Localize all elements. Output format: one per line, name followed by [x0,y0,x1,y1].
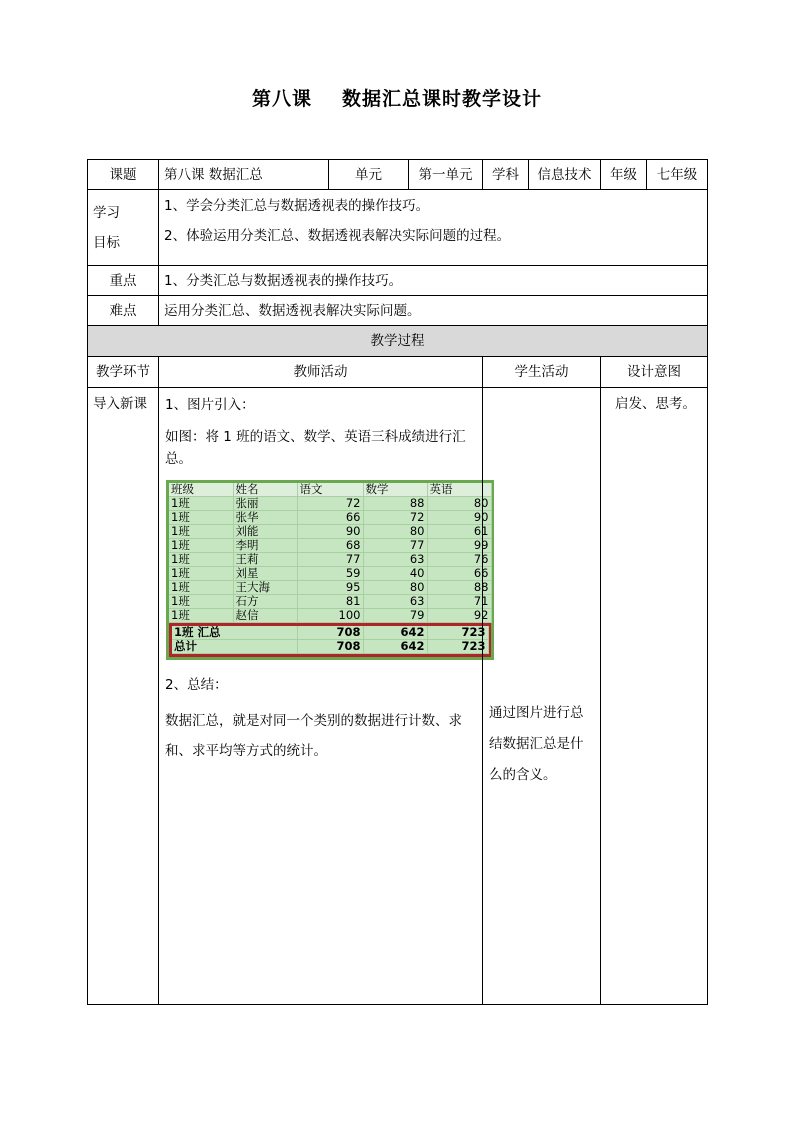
sheet-cell: 66 [427,567,491,581]
sheet-cell: 90 [297,525,363,539]
col-student: 学生活动 [483,357,601,388]
sheet-header: 数学 [363,483,427,497]
sheet-row [169,539,491,553]
sheet-cell: 63 [363,553,427,567]
sheet-cell: 刘星 [233,567,297,581]
sheet-cell: 1班 [169,609,233,623]
grade-value: 七年级 [647,160,708,190]
grade-label: 年级 [601,160,647,190]
sheet-row [169,595,491,609]
sheet-header: 英语 [427,483,491,497]
sheet-cell: 总计 [172,640,297,654]
sheet-table [169,483,492,623]
sheet-cell: 80 [427,497,491,511]
sheet-header-row [169,483,491,497]
sheet-row [169,609,491,623]
sheet-cell: 66 [297,511,363,525]
process-body-row [88,388,708,1005]
goals-text [159,190,708,266]
teacher-summary: 数据汇总，就是对同一个类别的数据进行计数、求和、求平均等方式的统计。 [165,713,462,759]
sheet-cell: 80 [363,581,427,595]
student-activity-text: 通过图片进行总结数据汇总是什么的含义。 [489,705,584,783]
goals-label: 学习 目标 [88,190,159,266]
teacher-step1: 1、图片引入： [165,397,255,413]
col-teacher: 教师活动 [159,357,483,388]
sheet-header: 班级 [169,483,233,497]
sheet-cell: 40 [363,567,427,581]
design-intent: 启发、思考。 [601,388,708,1005]
sheet-cell: 1班 [169,595,233,609]
sheet-cell: 100 [297,609,363,623]
sheet-cell: 1班 [169,525,233,539]
sheet-cell: 刘能 [233,525,297,539]
process-columns-row [88,357,708,388]
goal-item: 1、学会分类汇总与数据透视表的操作技巧。 [164,198,430,214]
process-heading-row [88,326,708,357]
sheet-cell: 1班 [169,581,233,595]
difficulties-row [88,296,708,326]
header-row [88,160,708,190]
title-topic: 数据汇总课时教学设计 [342,88,543,110]
sheet-cell: 76 [427,553,491,567]
sheet-cell: 1班 [169,497,233,511]
spreadsheet-image [166,480,494,660]
lesson-plan-table [87,159,708,1005]
sheet-cell: 92 [427,609,491,623]
sheet-cell: 59 [297,567,363,581]
sheet-cell: 李明 [233,539,297,553]
sheet-cell: 石方 [233,595,297,609]
sheet-row [169,581,491,595]
unit-value: 第一单元 [409,160,483,190]
sheet-cell: 642 [363,640,427,654]
sheet-cell: 1班 [169,553,233,567]
goal-item: 2、体验运用分类汇总、数据透视表解决实际问题的过程。 [164,228,511,244]
title-lesson: 第八课 [251,88,312,110]
sheet-row [169,525,491,539]
sheet-totals-table [172,626,489,654]
unit-label: 单元 [329,160,409,190]
sheet-cell: 88 [427,581,491,595]
sheet-header: 姓名 [233,483,297,497]
sheet-cell: 1班 [169,567,233,581]
key-points-text: 1、分类汇总与数据透视表的操作技巧。 [159,266,708,296]
sheet-cell: 77 [363,539,427,553]
sheet-cell: 68 [297,539,363,553]
sheet-cell: 88 [363,497,427,511]
key-points-label: 重点 [88,266,159,296]
subject-label: 学科 [483,160,529,190]
sheet-cell: 张丽 [233,497,297,511]
sheet-row [169,553,491,567]
sheet-cell: 79 [363,609,427,623]
sheet-cell: 1班 汇总 [172,626,297,640]
sheet-cell: 723 [427,640,488,654]
col-stage: 教学环节 [88,357,159,388]
process-heading: 教学过程 [88,326,708,357]
sheet-row [169,511,491,525]
goals-row [88,190,708,266]
sheet-cell: 1班 [169,511,233,525]
teacher-intro: 如图：将 1 班的语文、数学、英语三科成绩进行汇总。 [165,429,466,467]
page-title [0,84,794,111]
sheet-cell: 72 [297,497,363,511]
sheet-cell: 77 [297,553,363,567]
sheet-cell: 王莉 [233,553,297,567]
topic-value: 第八课 数据汇总 [159,160,329,190]
key-points-row [88,266,708,296]
subject-value: 信息技术 [529,160,601,190]
sheet-cell: 1班 [169,539,233,553]
sheet-total-row [172,626,488,640]
sheet-cell: 63 [363,595,427,609]
sheet-cell: 708 [297,640,363,654]
sheet-cell: 61 [427,525,491,539]
sheet-header: 语文 [297,483,363,497]
sheet-row [169,567,491,581]
stage-cell: 导入新课 [88,388,159,1005]
sheet-cell: 99 [427,539,491,553]
teacher-step2: 2、总结： [165,677,228,693]
difficulties-label: 难点 [88,296,159,326]
sheet-cell: 95 [297,581,363,595]
topic-label: 课题 [88,160,159,190]
student-activity [483,388,601,1005]
sheet-cell: 王大海 [233,581,297,595]
sheet-cell: 708 [297,626,363,640]
sheet-cell: 90 [427,511,491,525]
sheet-row [169,497,491,511]
sheet-total-row [172,640,488,654]
sheet-cell: 张华 [233,511,297,525]
col-design: 设计意图 [601,357,708,388]
sheet-totals-highlight [169,623,491,657]
sheet-cell: 642 [363,626,427,640]
sheet-cell: 赵信 [233,609,297,623]
sheet-cell: 81 [297,595,363,609]
teacher-activity [159,388,489,1005]
sheet-cell: 80 [363,525,427,539]
sheet-cell: 723 [427,626,488,640]
sheet-cell: 71 [427,595,491,609]
difficulties-text: 运用分类汇总、数据透视表解决实际问题。 [159,296,708,326]
sheet-cell: 72 [363,511,427,525]
